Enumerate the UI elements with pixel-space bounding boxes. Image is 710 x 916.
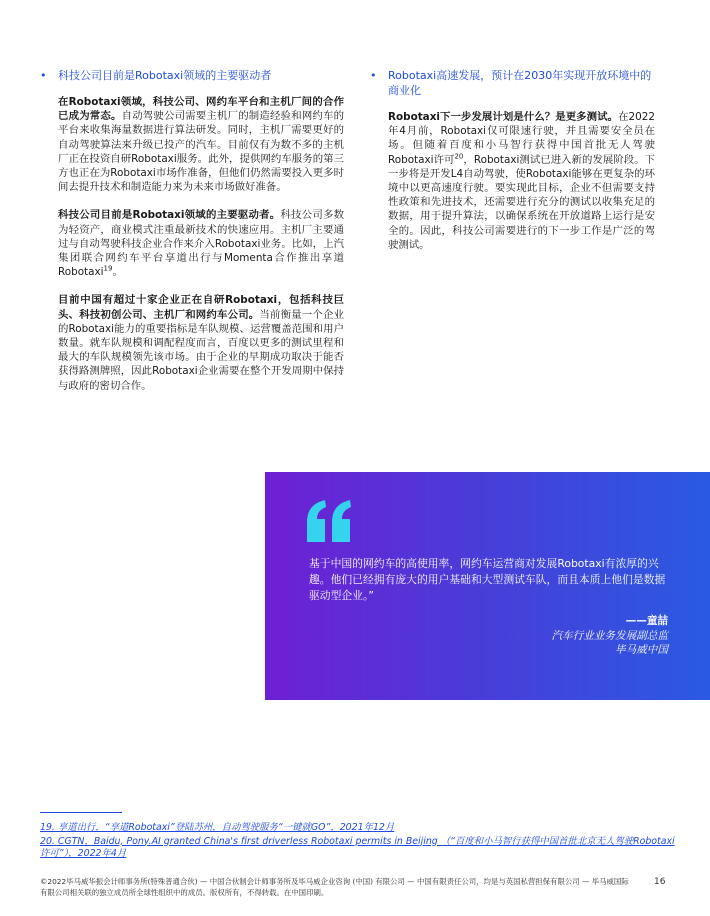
- right-bullet-heading: • Robotaxi高速发展，预计在2030年实现开放环境中的商业化: [370, 69, 652, 97]
- footnote-link-19[interactable]: 19. 享道出行，“享道Robotaxi”登陆苏州，自动驾驶服务“一键就GO”，2021年12月: [40, 822, 395, 833]
- quote-mark-icon: [305, 500, 353, 542]
- paragraph-body: 自动驾驶公司需要主机厂的制造经验和网约车的平台来收集海量数据进行算法研发。同时，主机厂需要更好的自动驾驶算法来升级已投产的汽车。目前仅有为数不多的主机厂正在投资自研Robotaxi服务。此外，提供网约车服务的第三方也正在为Robotaxi市场作准备，但他们仍然需要投入更多时间去提升技术和制造能力来为未来市场做好准备。: [58, 110, 345, 194]
- left-paragraph-1: [58, 95, 344, 194]
- footnote-divider: [40, 812, 122, 813]
- quote-author-org: 毕马威中国: [615, 644, 668, 656]
- copyright-notice: ©2022毕马威华振会计师事务所(特殊普通合伙) — 中国合伙制会计师事务所及毕马威企业咨询 (中国) 有限公司 — 中国有限责任公司，均是与英国私营担保有限公司 — 毕马威国际有限公司相关联的独立成员所全球性组织中的成员。版权所有，不得转载。在中国印刷。: [40, 877, 629, 897]
- left-column: [40, 68, 344, 407]
- paragraph-tail: ，Robotaxi测试已进入新的发展阶段。下一步将是开发L4自动驾驶，使Robotaxi能够在更复杂的环境中以更高速度行驶。要实现此目标，企业不但需要支持性政策和先进技术，还需要进行充分的测试以收集充足的数据，用于提升算法，以确保系统在开放道路上运行是安全的。因此，科技公司需要进行的下一步工作是广泛的驾驶测试。: [388, 153, 655, 251]
- footnote-19: [40, 822, 680, 835]
- left-bullet-heading: • 科技公司目前是Robotaxi领域的主要驱动者: [40, 69, 272, 82]
- left-paragraph-2: [58, 208, 344, 279]
- paragraph-lead: 科技公司目前是Robotaxi领域的主要驱动者。: [58, 209, 281, 222]
- page-number: 16: [654, 877, 666, 887]
- right-paragraph: [388, 110, 655, 252]
- footnote-20: [40, 836, 680, 861]
- footnotes: [40, 822, 680, 862]
- quote-author-role: 汽车行业业务发展副总监: [551, 629, 668, 642]
- quote-box: [265, 472, 710, 700]
- paragraph-body: 当前衡量一个企业的Robotaxi能力的重要指标是车队规模、运营覆盖范围和用户数量。就车队规模和调配程度而言，百度以更多的测试里程和最大的车队规模领先该市场。由于企业的早期成功取决于能否获得路测牌照，因此Robotaxi企业需要在整个开发周期中保持与政府的密切合作。: [58, 308, 344, 392]
- footnote-link-20[interactable]: 20. CGTN，Baidu, Pony.AI granted China's first driverless Robotaxi permits in Beijing （“百度和小马智行获得中国首批北京无人驾驶Robotaxi许可”），2022年4月: [40, 835, 675, 859]
- paragraph-lead: 目前中国有超过十家企业正在自研Robotaxi，包括科技巨头、科技初创公司、主机厂和网约车公司。: [58, 294, 344, 321]
- paragraph-body: 科技公司多数为轻资产，商业模式注重最新技术的快速应用。主机厂主要通过与自动驾驶科技企业合作来介入Robotaxi业务。比如，上汽集团联合网约车平台享道出行与Momenta合作推出享道Robotaxi: [58, 209, 345, 279]
- paragraph-tail: 。: [112, 266, 123, 279]
- bullet-icon: •: [40, 69, 47, 82]
- right-column: [370, 68, 655, 266]
- footnote-ref-19[interactable]: 19: [103, 264, 113, 273]
- paragraph-lead: Robotaxi下一步发展计划是什么？是更多测试。: [388, 111, 619, 123]
- paragraph-body: 在2022年4月前，Robotaxi仅可限速行驶，并且需要安全员在场。但随着百度和小马智行获得中国首批无人驾驶Robotaxi许可: [388, 111, 655, 166]
- bullet-icon: •: [370, 69, 377, 82]
- paragraph-lead: 在Robotaxi领域，科技公司、网约车平台和主机厂间的合作已成为常态。: [58, 96, 344, 123]
- quote-author-name: ——童喆: [625, 615, 668, 627]
- left-paragraph-3: [58, 293, 344, 392]
- quote-text: 基于中国的网约车的高使用率，网约车运营商对发展Robotaxi有浓厚的兴趣。他们已经拥有庞大的用户基础和大型测试车队，而且本质上他们是数据驱动型企业。”: [309, 557, 666, 602]
- footnote-ref-20[interactable]: 20: [454, 152, 464, 161]
- quote-attribution: [551, 614, 668, 658]
